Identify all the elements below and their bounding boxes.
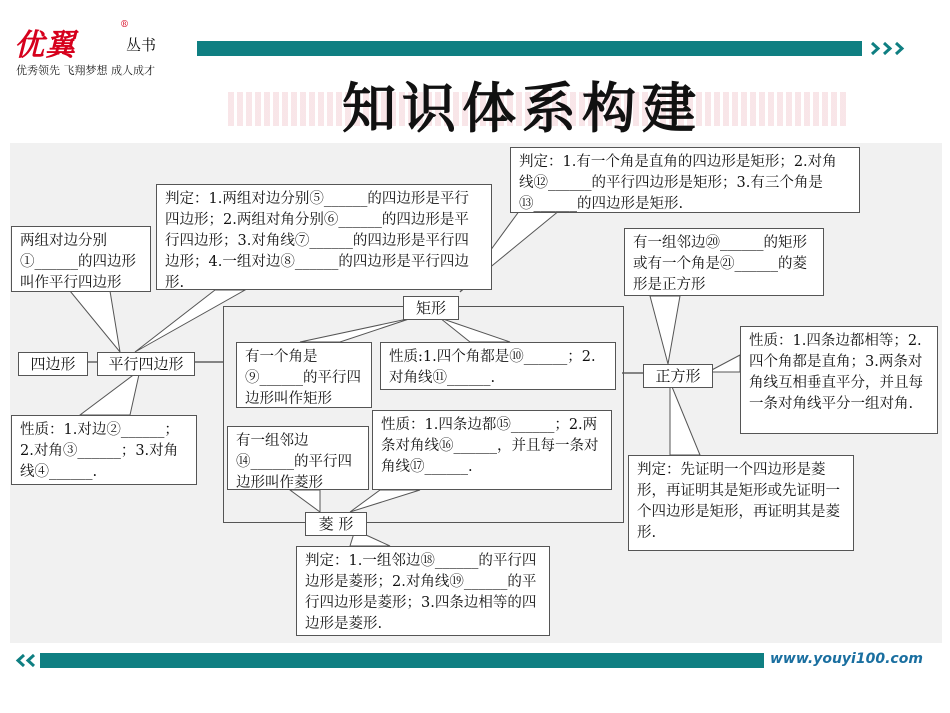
rhombus-definition: 有一组邻边⑭______的平行四边形叫作菱形	[227, 426, 369, 490]
rectangle-properties: 性质:1.四个角都是⑩______；2.对角线⑪______.	[380, 342, 616, 390]
slide-title: 知识体系构建	[342, 77, 702, 140]
registered-mark: ®	[120, 20, 129, 30]
square-criteria: 判定：先证明一个四边形是菱形，再证明其是矩形或先证明一个四边形是矩形，再证明其是菱形.	[628, 455, 854, 551]
node-rectangle: 矩形	[403, 296, 459, 320]
node-square: 正方形	[643, 364, 713, 388]
logo-series-label: 丛书	[126, 36, 157, 54]
square-properties: 性质：1.四条边都相等；2.四个角都是直角；3.两条对角线互相垂直平分，并且每一条对角线平分一组对角.	[740, 326, 938, 434]
parallelogram-criteria: 判定：1.两组对边分别⑤______的四边形是平行四边形；2.两组对角分别⑥______的四边形是平行四边形；3.对角线⑦______的四边形是平行四边形；4.一组对边⑧______的四边形是平行四边形.	[156, 184, 492, 290]
rhombus-criteria: 判定：1.一组邻边⑱______的平行四边形是菱形；2.对角线⑲______的平行四边形是菱形；3.四条边相等的四边形是菱形.	[296, 546, 550, 636]
rectangle-definition: 有一个角是⑨______的平行四边形叫作矩形	[236, 342, 372, 408]
logo-wordmark: 优翼	[14, 28, 76, 63]
node-quadrilateral: 四边形	[18, 352, 88, 376]
footer-bar	[40, 653, 764, 668]
parallelogram-properties: 性质：1.对边②______；2.对角③______；3.对角线④______.	[11, 415, 197, 485]
parallelogram-definition: 两组对边分别①______的四边形叫作平行四边形	[11, 226, 151, 292]
chevron-left-icon	[12, 653, 42, 668]
rectangle-criteria: 判定：1.有一个角是直角的四边形是矩形；2.对角线⑫______的平行四边形是矩形；3.有三个角是⑬______的四边形是矩形.	[510, 147, 860, 213]
logo-tagline: 优秀领先 飞翔梦想 成人成才	[16, 64, 155, 77]
footer-url[interactable]: www.youyi100.com	[770, 651, 923, 667]
rhombus-properties: 性质：1.四条边都⑮______；2.两条对角线⑯______，并且每一条对角线⑰______.	[372, 410, 612, 490]
node-rhombus: 菱 形	[305, 512, 367, 536]
node-parallelogram: 平行四边形	[97, 352, 195, 376]
square-definition: 有一组邻边⑳______的矩形或有一个角是㉑______的菱形是正方形	[624, 228, 824, 296]
